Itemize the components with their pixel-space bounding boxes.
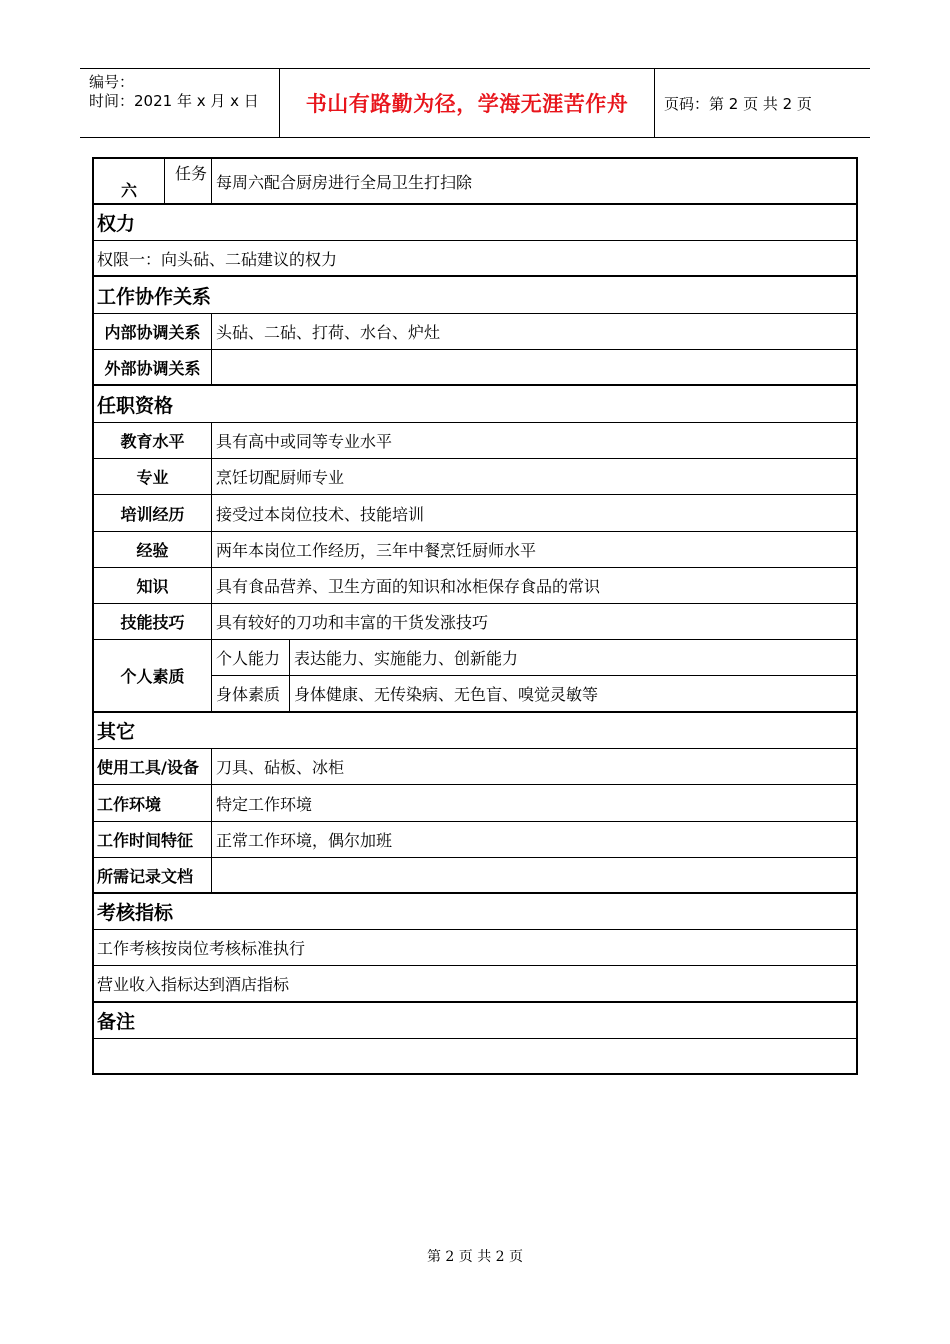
page-footer <box>0 1246 950 1266</box>
other-row <box>94 822 856 858</box>
qualification-value: 具有较好的刀功和丰富的干货发涨技巧 <box>216 613 489 632</box>
other-value: 刀具、砧板、冰柜 <box>216 758 345 777</box>
time-label: 时间：2021 年 x 月 x 日 <box>89 92 259 110</box>
personal-ability-label: 个人能力 <box>212 640 290 675</box>
assessment-title: 考核指标 <box>97 902 174 924</box>
motto: 书山有路勤为径，学海无涯苦作舟 <box>305 92 629 116</box>
task6-content: 每周六配合厨房进行全局卫生打扫除 <box>216 172 473 192</box>
other-label: 所需记录文档 <box>94 858 212 892</box>
other-row <box>94 785 856 822</box>
other-value: 特定工作环境 <box>216 794 313 814</box>
external-relations-row <box>94 350 856 386</box>
other-label: 工作环境 <box>94 785 212 821</box>
qualification-label: 技能技巧 <box>94 604 212 639</box>
assessment-title-row <box>94 894 856 930</box>
physical-quality-value: 身体健康、无传染病、无色盲、嗅觉灵敏等 <box>294 685 599 704</box>
remarks-content <box>94 1039 856 1073</box>
other-label: 工作时间特征 <box>94 822 212 857</box>
internal-relations-row <box>94 314 856 350</box>
other-row <box>94 858 856 894</box>
assessment-item: 工作考核按岗位考核标准执行 <box>97 939 306 958</box>
qualification-row <box>94 532 856 568</box>
relations-title: 工作协作关系 <box>97 285 212 308</box>
qualification-row <box>94 604 856 640</box>
personal-ability-value: 表达能力、实施能力、创新能力 <box>294 649 519 668</box>
qualification-row <box>94 423 856 459</box>
authority-item-row <box>94 241 856 277</box>
qualification-label: 培训经历 <box>94 495 212 531</box>
other-value: 正常工作环境，偶尔加班 <box>216 831 393 850</box>
task6-row <box>94 159 856 205</box>
qualification-value: 两年本岗位工作经历，三年中餐烹饪厨师水平 <box>216 541 537 560</box>
qualification-value: 烹饪切配厨师专业 <box>216 468 345 487</box>
qualifications-title-row <box>94 386 856 423</box>
remarks-title-row <box>94 1003 856 1039</box>
other-row <box>94 749 856 785</box>
qualification-row <box>94 495 856 532</box>
assessment-item: 营业收入指标达到酒店指标 <box>97 975 290 994</box>
qualification-value: 具有食品营养、卫生方面的知识和冰柜保存食品的常识 <box>216 577 601 596</box>
qualification-value: 接受过本岗位技术、技能培训 <box>216 504 425 524</box>
job-description-table <box>92 157 858 1075</box>
authority-title: 权力 <box>97 213 136 235</box>
other-title: 其它 <box>97 721 136 743</box>
header-page-info <box>654 69 870 137</box>
qualification-label: 知识 <box>94 568 212 603</box>
external-relations-value <box>212 350 856 384</box>
internal-relations-value: 头砧、二砧、打荷、水台、炉灶 <box>216 323 441 342</box>
other-title-row <box>94 713 856 749</box>
authority-item: 权限一：向头砧、二砧建议的权力 <box>97 249 338 269</box>
page-info: 页码：第 2 页 共 2 页 <box>664 94 812 113</box>
qualifications-title: 任职资格 <box>97 394 174 417</box>
personal-quality-label: 个人素质 <box>94 640 212 711</box>
remarks-content-row <box>94 1039 856 1073</box>
other-label: 使用工具/设备 <box>94 749 212 784</box>
relations-title-row <box>94 277 856 314</box>
qualification-row <box>94 568 856 604</box>
assessment-item-row <box>94 966 856 1003</box>
footer-page-number: 第 2 页 共 2 页 <box>426 1249 524 1265</box>
personal-quality-block <box>94 640 856 713</box>
qualification-row <box>94 459 856 495</box>
external-relations-label: 外部协调关系 <box>94 350 212 384</box>
qualification-label: 专业 <box>94 459 212 494</box>
other-value <box>212 858 856 892</box>
document-header <box>80 68 870 138</box>
task6-number: 六 <box>94 159 165 203</box>
qualification-value: 具有高中或同等专业水平 <box>216 432 393 451</box>
task6-label: 任务 <box>165 159 212 203</box>
authority-title-row <box>94 205 856 241</box>
header-motto-cell <box>280 69 655 137</box>
personal-ability-row <box>212 640 856 676</box>
assessment-item-row <box>94 930 856 966</box>
qualification-label: 经验 <box>94 532 212 567</box>
qualification-label: 教育水平 <box>94 423 212 458</box>
number-label: 编号： <box>89 73 135 91</box>
remarks-title: 备注 <box>97 1011 136 1033</box>
physical-quality-row <box>212 676 856 711</box>
header-meta <box>80 69 280 137</box>
internal-relations-label: 内部协调关系 <box>94 314 212 349</box>
physical-quality-label: 身体素质 <box>212 676 290 711</box>
